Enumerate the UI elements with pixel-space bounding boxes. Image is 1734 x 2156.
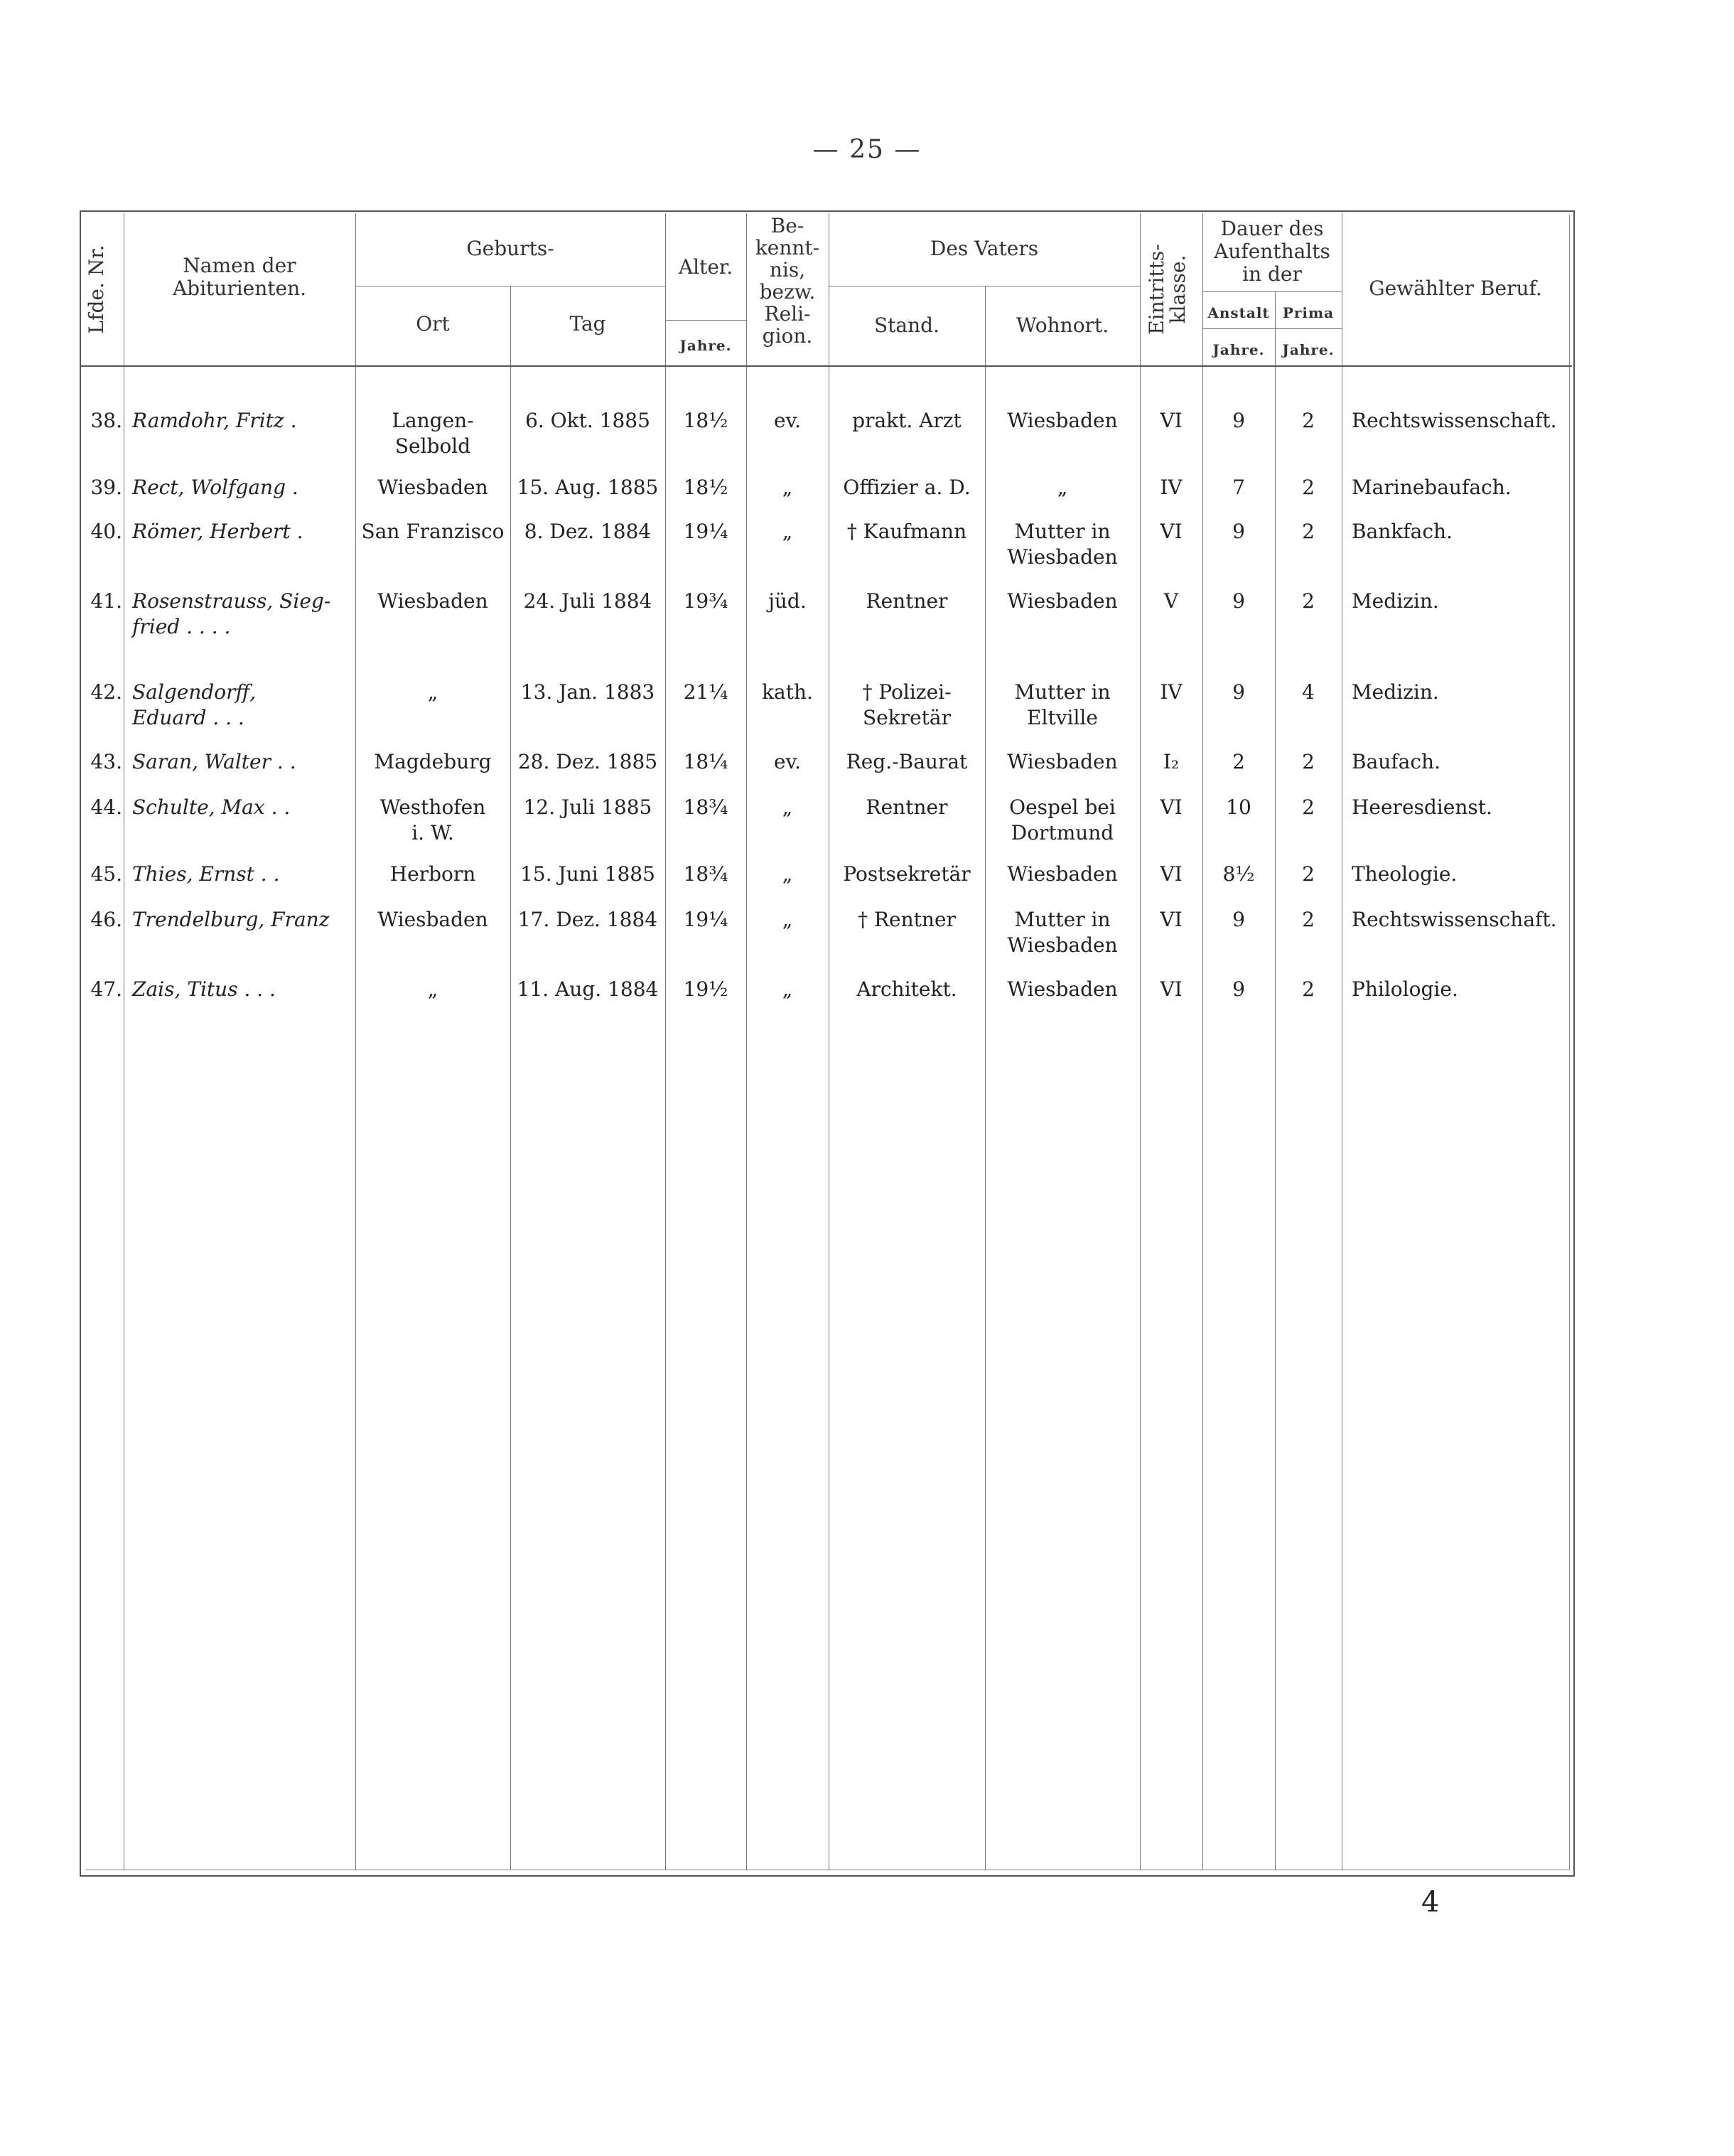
header-anstalt-unit: Jahre. xyxy=(1212,341,1265,358)
cell-wohnort: „ xyxy=(1057,476,1068,499)
cell-tag: 24. Juli 1884 xyxy=(523,589,652,613)
cell-ort: Langen- Selbold xyxy=(392,409,474,458)
cell-stand: Rentner xyxy=(866,795,948,819)
header-rule xyxy=(1202,328,1342,329)
cell-tag: 17. Dez. 1884 xyxy=(517,908,658,931)
cell-klasse: VI xyxy=(1160,795,1183,819)
cell-prima: 2 xyxy=(1302,862,1315,886)
cell-name: Rosenstrauss, Sieg- fried . . . . xyxy=(132,589,331,638)
cell-nr: 39. xyxy=(90,476,122,499)
header-rule xyxy=(665,320,746,321)
cell-beruf: Bankfach. xyxy=(1352,520,1453,543)
cell-name: Saran, Walter . . xyxy=(132,750,296,773)
cell-name: Salgendorff, Eduard . . . xyxy=(132,680,257,729)
header-tag: Tag xyxy=(569,312,606,336)
cell-nr: 45. xyxy=(90,862,122,886)
cell-prima: 2 xyxy=(1302,750,1315,773)
cell-anstalt: 8½ xyxy=(1222,862,1255,886)
cell-nr: 43. xyxy=(90,750,122,773)
cell-anstalt: 9 xyxy=(1232,908,1245,931)
cell-name: Ramdohr, Fritz . xyxy=(132,409,297,432)
cell-beruf: Medizin. xyxy=(1352,589,1439,613)
cell-stand: † Rentner xyxy=(858,908,956,931)
cell-rel: „ xyxy=(782,795,793,819)
cell-name: Schulte, Max . . xyxy=(132,795,291,819)
cell-tag: 15. Juni 1885 xyxy=(520,862,655,886)
cell-ort: „ xyxy=(427,977,438,1001)
cell-ort: Herborn xyxy=(389,862,476,886)
cell-anstalt: 9 xyxy=(1232,589,1245,613)
cell-prima: 2 xyxy=(1302,520,1315,543)
cell-stand: † Kaufmann xyxy=(846,520,967,543)
cell-name: Trendelburg, Franz xyxy=(132,908,330,931)
cell-stand: Postsekretär xyxy=(843,862,971,886)
cell-alter: 19¾ xyxy=(683,589,728,613)
cell-klasse: IV xyxy=(1160,680,1183,704)
cell-rel: „ xyxy=(782,908,793,931)
cell-prima: 2 xyxy=(1302,795,1315,819)
cell-name: Zais, Titus . . . xyxy=(132,977,276,1001)
cell-ort: „ xyxy=(427,680,438,704)
table-frame-inner xyxy=(85,215,1570,1870)
cell-nr: 40. xyxy=(90,520,122,543)
header-geburts: Geburts- xyxy=(466,237,554,260)
cell-klasse: VI xyxy=(1160,862,1183,886)
cell-wohnort: Wiesbaden xyxy=(1007,977,1118,1001)
cell-anstalt: 9 xyxy=(1232,680,1245,704)
cell-beruf: Rechtswissenschaft. xyxy=(1352,908,1557,931)
col-rule xyxy=(746,213,747,1870)
cell-nr: 42. xyxy=(90,680,122,704)
header-des-vaters: Des Vaters xyxy=(930,237,1039,260)
cell-stand: Reg.-Baurat xyxy=(846,750,968,773)
cell-nr: 38. xyxy=(90,409,122,432)
cell-alter: 18¾ xyxy=(683,795,728,819)
cell-rel: ev. xyxy=(774,750,801,773)
cell-klasse: VI xyxy=(1160,409,1183,432)
col-rule xyxy=(665,213,666,1870)
signature-mark: 4 xyxy=(1421,1886,1440,1919)
cell-name: Römer, Herbert . xyxy=(132,520,303,543)
cell-stand: prakt. Arzt xyxy=(852,409,962,432)
cell-tag: 15. Aug. 1885 xyxy=(517,476,659,499)
cell-stand: † Polizei- Sekretär xyxy=(862,680,952,729)
header-beruf: Gewählter Beruf. xyxy=(1369,277,1542,300)
cell-tag: 28. Dez. 1885 xyxy=(517,750,658,773)
col-rule xyxy=(1140,213,1141,1870)
cell-alter: 19¼ xyxy=(683,908,728,931)
cell-stand: Architekt. xyxy=(856,977,957,1001)
cell-stand: Rentner xyxy=(866,589,948,613)
header-nr: Lfde. Nr. xyxy=(85,245,108,334)
cell-tag: 13. Jan. 1883 xyxy=(520,680,655,704)
header-prima: Prima xyxy=(1282,304,1335,321)
cell-klasse: VI xyxy=(1160,908,1183,931)
cell-ort: Wiesbaden xyxy=(377,476,488,499)
cell-prima: 2 xyxy=(1302,908,1315,931)
cell-name: Rect, Wolfgang . xyxy=(132,476,298,499)
cell-prima: 4 xyxy=(1302,680,1315,704)
cell-nr: 47. xyxy=(90,977,122,1001)
cell-anstalt: 9 xyxy=(1232,409,1245,432)
cell-wohnort: Wiesbaden xyxy=(1007,750,1118,773)
header-bottom-rule xyxy=(80,365,1572,367)
cell-alter: 21¼ xyxy=(683,680,728,704)
header-anstalt: Anstalt xyxy=(1207,304,1270,321)
cell-alter: 18½ xyxy=(683,476,728,499)
cell-ort: Wiesbaden xyxy=(377,589,488,613)
cell-klasse: VI xyxy=(1160,520,1183,543)
cell-anstalt: 7 xyxy=(1232,476,1245,499)
cell-wohnort: Oespel bei Dortmund xyxy=(1009,795,1116,844)
cell-alter: 18¼ xyxy=(683,750,728,773)
cell-beruf: Heeresdienst. xyxy=(1352,795,1492,819)
cell-tag: 6. Okt. 1885 xyxy=(525,409,650,432)
cell-tag: 11. Aug. 1884 xyxy=(517,977,659,1001)
cell-wohnort: Wiesbaden xyxy=(1007,409,1118,432)
cell-wohnort: Mutter in Eltville xyxy=(1014,680,1111,729)
cell-beruf: Medizin. xyxy=(1352,680,1439,704)
cell-anstalt: 9 xyxy=(1232,977,1245,1001)
cell-anstalt: 10 xyxy=(1226,795,1251,819)
cell-rel: ev. xyxy=(774,409,801,432)
cell-rel: „ xyxy=(782,476,793,499)
header-bekenntnis: Be- kennt- nis, bezw. Reli- gion. xyxy=(755,214,820,348)
cell-alter: 18¾ xyxy=(683,862,728,886)
cell-nr: 41. xyxy=(90,589,122,613)
cell-beruf: Rechtswissenschaft. xyxy=(1352,409,1557,432)
cell-beruf: Baufach. xyxy=(1352,750,1440,773)
cell-beruf: Theologie. xyxy=(1352,862,1458,886)
cell-prima: 2 xyxy=(1302,409,1315,432)
cell-klasse: IV xyxy=(1160,476,1183,499)
cell-wohnort: Wiesbaden xyxy=(1007,862,1118,886)
header-wohnort: Wohnort. xyxy=(1016,313,1109,337)
cell-rel: „ xyxy=(782,520,793,543)
cell-wohnort: Mutter in Wiesbaden xyxy=(1007,908,1118,957)
header-stand: Stand. xyxy=(874,313,939,337)
cell-ort: Westhofen i. W. xyxy=(379,795,486,844)
cell-beruf: Philologie. xyxy=(1352,977,1458,1001)
cell-ort: San Franzisco xyxy=(361,520,505,543)
header-ort: Ort xyxy=(416,312,450,336)
cell-beruf: Marinebaufach. xyxy=(1352,476,1512,499)
cell-prima: 2 xyxy=(1302,977,1315,1001)
cell-anstalt: 9 xyxy=(1232,520,1245,543)
cell-alter: 19½ xyxy=(683,977,728,1001)
cell-alter: 19¼ xyxy=(683,520,728,543)
cell-wohnort: Mutter in Wiesbaden xyxy=(1007,520,1118,569)
header-names: Namen der Abiturienten. xyxy=(172,254,307,300)
cell-stand: Offizier a. D. xyxy=(843,476,971,499)
cell-alter: 18½ xyxy=(683,409,728,432)
cell-ort: Wiesbaden xyxy=(377,908,488,931)
cell-rel: kath. xyxy=(762,680,813,704)
cell-tag: 12. Juli 1885 xyxy=(523,795,652,819)
cell-klasse: V xyxy=(1163,589,1179,613)
cell-name: Thies, Ernst . . xyxy=(132,862,280,886)
header-alter-unit: Jahre. xyxy=(679,337,732,354)
cell-wohnort: Wiesbaden xyxy=(1007,589,1118,613)
cell-tag: 8. Dez. 1884 xyxy=(524,520,652,543)
cell-nr: 46. xyxy=(90,908,122,931)
cell-prima: 2 xyxy=(1302,476,1315,499)
cell-rel: „ xyxy=(782,862,793,886)
col-rule xyxy=(1202,213,1203,1870)
col-rule xyxy=(355,213,356,1870)
cell-nr: 44. xyxy=(90,795,122,819)
cell-rel: „ xyxy=(782,977,793,1001)
cell-anstalt: 2 xyxy=(1232,750,1245,773)
page-number: — 25 — xyxy=(812,135,922,164)
cell-ort: Magdeburg xyxy=(374,750,492,773)
header-prima-unit: Jahre. xyxy=(1282,341,1335,358)
header-eintritt: Eintritts- klasse. xyxy=(1145,244,1190,335)
header-rule xyxy=(1202,291,1342,292)
cell-rel: jüd. xyxy=(768,589,807,613)
header-dauer: Dauer des Aufenthalts in der xyxy=(1214,217,1330,286)
cell-klasse: I₂ xyxy=(1163,750,1180,773)
header-alter: Alter. xyxy=(678,255,733,279)
cell-prima: 2 xyxy=(1302,589,1315,613)
cell-klasse: VI xyxy=(1160,977,1183,1001)
